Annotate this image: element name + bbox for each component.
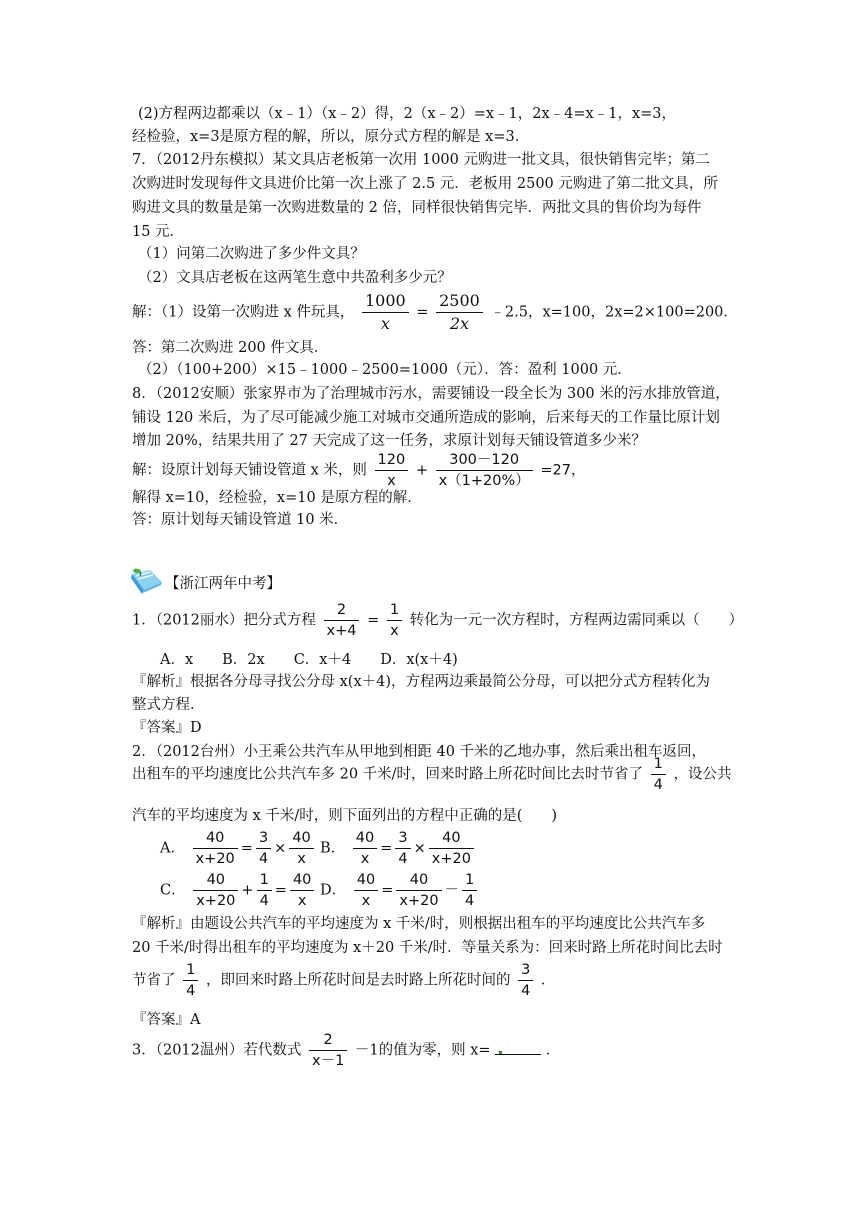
numerator: 1 bbox=[462, 870, 477, 891]
section-title: 【浙江两年中考】 bbox=[165, 576, 281, 592]
fraction bbox=[651, 754, 666, 795]
text-line: 次购进时发现每件文具进价比第一次上涨了 2.5 元．老板用 2500 元购进了第二批文具，所 bbox=[132, 176, 718, 192]
times-sign: × bbox=[274, 840, 287, 857]
denominator: x+20 bbox=[195, 851, 235, 867]
text-line: （2）文具店老板在这两笔生意中共盈利多少元？ bbox=[138, 270, 452, 286]
fraction bbox=[395, 828, 410, 869]
numerator: 40 bbox=[290, 870, 314, 891]
denominator: 2x bbox=[449, 314, 470, 333]
numerator: 1 bbox=[387, 600, 402, 621]
question-3 bbox=[132, 1030, 560, 1071]
equation-text: 解：（1）设第一次购进 x 件玩具， bbox=[132, 304, 355, 321]
denominator: x+20 bbox=[431, 851, 471, 867]
problem-8-line: 8．（2012安顺）张家界市为了治理城市污水，需要铺设一段全长为 300 米的污水排放管道， bbox=[132, 386, 730, 402]
answer-text: 『答案』D bbox=[132, 720, 202, 736]
analysis-text: 整式方程． bbox=[132, 697, 205, 713]
numerator: 3 bbox=[256, 828, 271, 849]
equals-sign: = bbox=[416, 304, 429, 321]
answer-blank[interactable] bbox=[495, 1040, 541, 1055]
text-line: 15 元． bbox=[132, 224, 185, 240]
denominator: x bbox=[297, 851, 306, 867]
fraction bbox=[462, 870, 477, 911]
text-line: 答：原计划每天铺设管道 10 米． bbox=[132, 512, 349, 528]
text-line: 铺设 120 米后，为了尽可能减少施工对城市交通所造成的影响，后来每天的工作量比原计划 bbox=[132, 410, 720, 426]
question-text: 转化为一元一次方程时，方程两边需同乘以（ ） bbox=[409, 612, 744, 629]
fraction bbox=[257, 870, 272, 911]
fraction bbox=[354, 870, 378, 911]
option-label: B． bbox=[320, 840, 346, 857]
text-line: 增加 20%，结果共用了 27 天完成了这一任务，求原计划每天铺设管道多少米？ bbox=[132, 433, 647, 449]
numerator: 1000 bbox=[362, 290, 409, 313]
denominator: x bbox=[360, 851, 370, 867]
denominator: 4 bbox=[465, 893, 475, 909]
numerator: 40 bbox=[193, 870, 238, 891]
analysis-line bbox=[132, 960, 555, 1001]
question-2-line: 汽车的平均速度为 x 千米/时，则下面列出的方程中正确的是( ) bbox=[132, 808, 558, 824]
fraction bbox=[396, 870, 441, 911]
fraction bbox=[429, 828, 474, 869]
text-line: 购进文具的数量是第一次购进数量的 2 倍，同样很快销售完毕．两批文具的售价均为每件 bbox=[132, 200, 702, 216]
numerator: 1 bbox=[651, 754, 666, 775]
denominator: x bbox=[390, 623, 399, 639]
problem-7-line: 7．（2012丹东模拟）某文具店老板第一次用 1000 元购进一批文具，很快销售完毕；第二 bbox=[132, 152, 710, 168]
fraction bbox=[290, 870, 314, 911]
equation-line bbox=[132, 290, 738, 335]
text-line: （2）（100+200）×15﹣1000﹣2500=1000（元）．答：盈利 1000 元． bbox=[138, 362, 632, 378]
numerator: 1 bbox=[183, 960, 198, 981]
denominator: x+20 bbox=[399, 893, 439, 909]
numerator: 1 bbox=[257, 870, 272, 891]
denominator: 4 bbox=[186, 983, 196, 999]
analysis-text: 『解析』根据各分母寻找公分母 x(x＋4)，方程两边乘最简公分母，可以把分式方程转化为 bbox=[132, 674, 710, 690]
analysis-text: 20 千米/时得出租车的平均速度为 x＋20 千米/时．等量关系为：回来时路上所花时间比去时 bbox=[132, 940, 723, 956]
fraction bbox=[353, 828, 377, 869]
denominator: 4 bbox=[653, 777, 663, 793]
fraction bbox=[183, 960, 198, 1001]
option-label: A． bbox=[160, 840, 185, 857]
text-line: (2)方程两边都乘以（x﹣1）（x﹣2）得，2（x﹣2）=x﹣1，2x﹣4=x﹣1，x=3， bbox=[138, 106, 677, 122]
equals-sign: = bbox=[274, 882, 287, 899]
numerator: 2 bbox=[324, 600, 360, 621]
equals-sign: = bbox=[380, 840, 393, 857]
numerator: 40 bbox=[289, 828, 313, 849]
question-text: －1的值为零，则 x= bbox=[354, 1042, 491, 1059]
denominator: x（1+20%） bbox=[438, 473, 530, 489]
numerator: 2 bbox=[309, 1030, 347, 1051]
denominator: x+20 bbox=[196, 893, 236, 909]
fraction bbox=[309, 1030, 347, 1071]
denominator: x－1 bbox=[312, 1053, 345, 1069]
option-d bbox=[320, 870, 480, 911]
numerator: 40 bbox=[353, 828, 377, 849]
numerator: 40 bbox=[429, 828, 474, 849]
question-text: 1．（2012丽水）把分式方程 bbox=[132, 612, 316, 629]
question-text: 出租车的平均速度比公共汽车多 20 千米/时，回来时路上所花时间比去时节省了 bbox=[132, 766, 644, 783]
numerator: 40 bbox=[354, 870, 378, 891]
equation-text: 解：设原计划每天铺设管道 x 米，则 bbox=[132, 462, 367, 479]
option-c bbox=[160, 870, 317, 911]
text-line: 答：第二次购进 200 件文具． bbox=[132, 340, 329, 356]
fraction bbox=[193, 828, 238, 869]
fraction bbox=[436, 450, 533, 491]
book-leaf-icon bbox=[128, 568, 166, 596]
fraction bbox=[193, 870, 238, 911]
fraction bbox=[362, 290, 409, 335]
question-text: 3．（2012温州）若代数式 bbox=[132, 1042, 302, 1059]
analysis-text: ，即回来时路上所花时间是去时路上所花时间的 bbox=[205, 972, 511, 989]
fraction bbox=[289, 828, 313, 869]
numerator: 120 bbox=[375, 450, 409, 471]
denominator: x bbox=[387, 473, 396, 489]
plus-sign: + bbox=[241, 882, 254, 899]
question-2: 2．（2012台州）小王乘公共汽车从甲地到相距 40 千米的乙地办事，然后乘出租车返回， bbox=[132, 744, 707, 760]
fraction bbox=[324, 600, 360, 641]
numerator: 300－120 bbox=[436, 450, 533, 471]
equals-sign: = bbox=[381, 882, 394, 899]
equation-line bbox=[132, 450, 585, 491]
numerator: 3 bbox=[395, 828, 410, 849]
option-b bbox=[320, 828, 477, 869]
denominator: x+4 bbox=[326, 623, 357, 639]
question-text: ，设公共 bbox=[673, 766, 732, 783]
equation-text: ﹣2.5，x=100，2x=2×100=200． bbox=[490, 304, 738, 321]
equation-text: =27， bbox=[540, 462, 586, 479]
plus-sign: + bbox=[415, 462, 428, 479]
denominator: 4 bbox=[398, 851, 408, 867]
equals-sign: = bbox=[367, 612, 380, 629]
question-1-options: A．x B．2x C．x＋4 D．x(x＋4) bbox=[160, 652, 458, 668]
analysis-text: 『解析』由题设公共汽车的平均速度为 x 千米/时，则根据出租车的平均速度比公共汽车多 bbox=[132, 916, 706, 932]
denominator: 4 bbox=[258, 851, 269, 867]
equals-sign: = bbox=[240, 840, 253, 857]
denominator: x bbox=[380, 314, 390, 333]
denominator: 4 bbox=[521, 983, 531, 999]
fraction bbox=[387, 600, 402, 641]
numerator: 2500 bbox=[436, 290, 483, 313]
denominator: 4 bbox=[259, 893, 269, 909]
question-2-line bbox=[132, 754, 732, 795]
analysis-text: 节省了 bbox=[132, 972, 176, 989]
fraction bbox=[436, 290, 483, 335]
fraction bbox=[256, 828, 271, 869]
option-label: C． bbox=[160, 882, 186, 899]
fraction bbox=[375, 450, 409, 491]
numerator: 40 bbox=[396, 870, 441, 891]
numerator: 3 bbox=[518, 960, 533, 981]
text-line: （1）问第二次购进了多少件文具？ bbox=[138, 246, 365, 262]
denominator: x bbox=[361, 893, 371, 909]
fraction bbox=[518, 960, 533, 1001]
option-label: D． bbox=[320, 882, 347, 899]
option-a bbox=[160, 828, 317, 869]
answer-text: 『答案』A bbox=[132, 1012, 201, 1028]
times-sign: × bbox=[413, 840, 426, 857]
question-text: ． bbox=[545, 1042, 561, 1059]
question-1 bbox=[132, 600, 743, 641]
minus-sign: － bbox=[444, 882, 460, 899]
numerator: 40 bbox=[193, 828, 238, 849]
denominator: x bbox=[297, 893, 307, 909]
text-line: 解得 x=10，经检验，x=10 是原方程的解． bbox=[132, 490, 422, 506]
text-line: 经检验，x=3是原方程的解，所以，原分式方程的解是 x=3． bbox=[132, 129, 530, 145]
analysis-text: ． bbox=[540, 972, 556, 989]
